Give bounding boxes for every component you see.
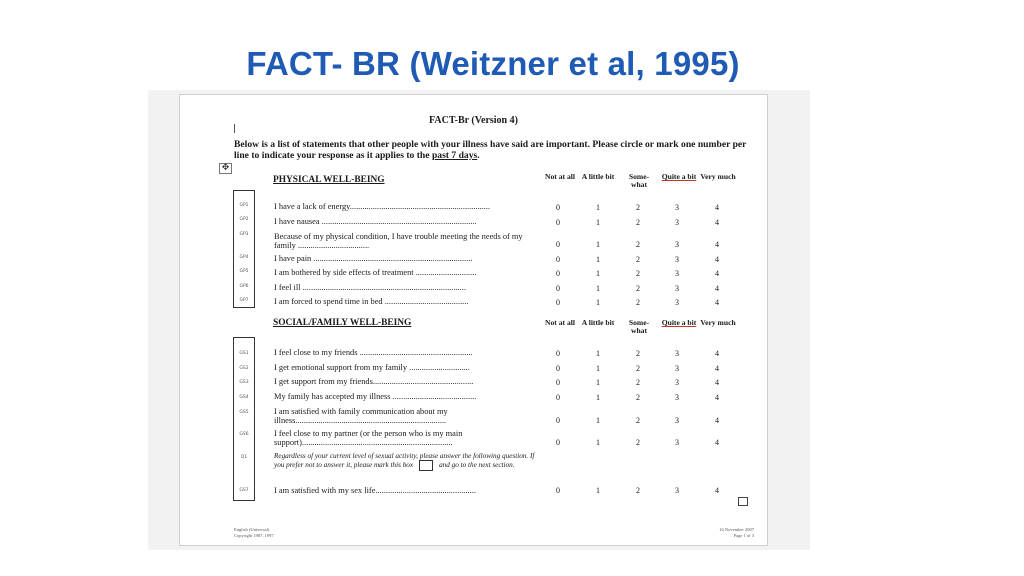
response-option[interactable]: 1 xyxy=(596,240,600,249)
response-option[interactable]: 3 xyxy=(675,416,679,425)
response-option[interactable]: 1 xyxy=(596,284,600,293)
response-option[interactable]: 2 xyxy=(636,438,640,447)
response-option[interactable]: 4 xyxy=(715,349,719,358)
item-text: I am satisfied with family communication about my illness........................................................................ xyxy=(274,407,448,425)
sexual-activity-instruction: Regardless of your current level of sexual activity, please answer the following question. If you prefer not to answer it, please mark this box and go to the next section. xyxy=(274,452,535,470)
item-text: I am bothered by side effects of treatment ............................. xyxy=(274,268,477,277)
response-option[interactable]: 3 xyxy=(675,486,679,495)
response-option[interactable]: 3 xyxy=(675,269,679,278)
response-option[interactable]: 4 xyxy=(715,378,719,387)
item-text: I feel ill .............................................................................. xyxy=(274,283,466,292)
response-option[interactable]: 3 xyxy=(675,364,679,373)
slide-title: FACT- BR (Weitzner et al, 1995) xyxy=(246,45,740,82)
response-option[interactable]: 3 xyxy=(675,203,679,212)
response-option[interactable]: 2 xyxy=(636,486,640,495)
response-header-quite-a-bit: Quite a bit xyxy=(661,172,697,181)
response-option[interactable]: 1 xyxy=(596,255,600,264)
response-option[interactable]: 0 xyxy=(556,298,560,307)
response-option[interactable]: 3 xyxy=(675,255,679,264)
response-option[interactable]: 4 xyxy=(715,364,719,373)
response-option[interactable]: 0 xyxy=(556,416,560,425)
response-option[interactable]: 4 xyxy=(715,438,719,447)
item-text: Because of my physical condition, I have trouble meeting the needs of my family .................................. xyxy=(274,232,523,250)
response-option[interactable]: 1 xyxy=(596,378,600,387)
item-text: I have nausea .......................................................................... xyxy=(274,217,477,226)
skip-checkbox[interactable] xyxy=(419,460,433,471)
response-option[interactable]: 2 xyxy=(636,349,640,358)
item-code-column: GS1 GS2 GS3 GS4 GS5 GS6 Q1 GS7 xyxy=(233,337,255,501)
response-option[interactable]: 3 xyxy=(675,349,679,358)
response-option[interactable]: 4 xyxy=(715,486,719,495)
response-option[interactable]: 1 xyxy=(596,416,600,425)
response-option[interactable]: 2 xyxy=(636,364,640,373)
response-option[interactable]: 2 xyxy=(636,378,640,387)
response-header-a-little-bit: A little bit xyxy=(581,172,615,181)
response-option[interactable]: 0 xyxy=(556,438,560,447)
response-option[interactable]: 3 xyxy=(675,284,679,293)
response-option[interactable]: 0 xyxy=(556,255,560,264)
response-option[interactable]: 2 xyxy=(636,218,640,227)
text-cursor xyxy=(234,124,235,133)
item-text: I have pain ............................................................................ xyxy=(274,254,473,263)
response-option[interactable]: 2 xyxy=(636,298,640,307)
item-text: I am satisfied with my sex life................................................ xyxy=(274,486,476,495)
form-title: FACT-Br (Version 4) xyxy=(429,115,518,126)
response-option[interactable]: 2 xyxy=(636,240,640,249)
item-text: I have a lack of energy................................................................... xyxy=(274,202,491,211)
response-option[interactable]: 0 xyxy=(556,240,560,249)
response-option[interactable]: 4 xyxy=(715,255,719,264)
side-checkbox[interactable] xyxy=(738,497,748,506)
response-option[interactable]: 2 xyxy=(636,203,640,212)
response-option[interactable]: 2 xyxy=(636,393,640,402)
response-option[interactable]: 1 xyxy=(596,364,600,373)
response-option[interactable]: 4 xyxy=(715,416,719,425)
response-option[interactable]: 0 xyxy=(556,349,560,358)
response-option[interactable]: 4 xyxy=(715,269,719,278)
response-header-not-at-all: Not at all xyxy=(545,172,575,181)
response-option[interactable]: 0 xyxy=(556,203,560,212)
response-option[interactable]: 3 xyxy=(675,378,679,387)
response-option[interactable]: 0 xyxy=(556,378,560,387)
response-header-a-little-bit: A little bit xyxy=(581,318,615,327)
response-option[interactable]: 0 xyxy=(556,218,560,227)
item-text: I am forced to spend time in bed ........................................ xyxy=(274,297,469,306)
item-text: I get emotional support from my family ............................. xyxy=(274,363,470,372)
response-option[interactable]: 2 xyxy=(636,255,640,264)
response-option[interactable]: 4 xyxy=(715,240,719,249)
response-header-very-much: Very much xyxy=(700,172,736,181)
item-text: I get support from my friends................................................ xyxy=(274,377,474,386)
response-option[interactable]: 3 xyxy=(675,218,679,227)
item-text: My family has accepted my illness ........................................ xyxy=(274,392,477,401)
response-option[interactable]: 3 xyxy=(675,240,679,249)
fact-br-form xyxy=(179,94,768,546)
response-option[interactable]: 1 xyxy=(596,269,600,278)
response-option[interactable]: 1 xyxy=(596,298,600,307)
form-footer-right: 16 November 2007 Page 1 of 3 xyxy=(719,527,754,538)
response-option[interactable]: 0 xyxy=(556,364,560,373)
response-option[interactable]: 0 xyxy=(556,284,560,293)
response-option[interactable]: 0 xyxy=(556,486,560,495)
move-icon[interactable]: ✥ xyxy=(219,163,232,174)
response-option[interactable]: 3 xyxy=(675,298,679,307)
time-frame: past 7 days xyxy=(431,150,478,161)
response-option[interactable]: 2 xyxy=(636,284,640,293)
response-header-very-much: Very much xyxy=(700,318,736,327)
item-code-column: GP1 GP2 GP3 GP4 GP5 GP6 GP7 xyxy=(233,190,255,308)
response-header-quite-a-bit: Quite a bit xyxy=(661,318,697,327)
response-option[interactable]: 2 xyxy=(636,269,640,278)
form-instructions: Below is a list of statements that other people with your illness have said are important. Please circle or mark one number per line to indicate your response as it applies to the past 7 days. xyxy=(234,139,747,161)
response-option[interactable]: 4 xyxy=(715,284,719,293)
response-option[interactable]: 3 xyxy=(675,393,679,402)
response-option[interactable]: 1 xyxy=(596,438,600,447)
section-heading-social-family: SOCIAL/FAMILY WELL-BEING xyxy=(273,318,412,328)
response-option[interactable]: 0 xyxy=(556,269,560,278)
section-heading-physical: PHYSICAL WELL-BEING xyxy=(273,175,385,185)
response-option[interactable]: 1 xyxy=(596,218,600,227)
response-header-somewhat: Some-what xyxy=(628,318,650,335)
response-option[interactable]: 1 xyxy=(596,349,600,358)
response-option[interactable]: 4 xyxy=(715,393,719,402)
response-option[interactable]: 1 xyxy=(596,393,600,402)
item-text: I feel close to my partner (or the person who is my main support)........................................................................ xyxy=(274,429,463,447)
response-header-not-at-all: Not at all xyxy=(545,318,575,327)
response-option[interactable]: 3 xyxy=(675,438,679,447)
response-option[interactable]: 1 xyxy=(596,203,600,212)
response-option[interactable]: 1 xyxy=(596,486,600,495)
response-option[interactable]: 0 xyxy=(556,393,560,402)
response-option[interactable]: 4 xyxy=(715,203,719,212)
response-option[interactable]: 2 xyxy=(636,416,640,425)
response-header-somewhat: Some-what xyxy=(628,172,650,189)
item-text: I feel close to my friends ...................................................... xyxy=(274,348,473,357)
response-option[interactable]: 4 xyxy=(715,218,719,227)
response-option[interactable]: 4 xyxy=(715,298,719,307)
form-footer-left: English (Universal) Copyright 1987, 1997 xyxy=(234,527,274,538)
